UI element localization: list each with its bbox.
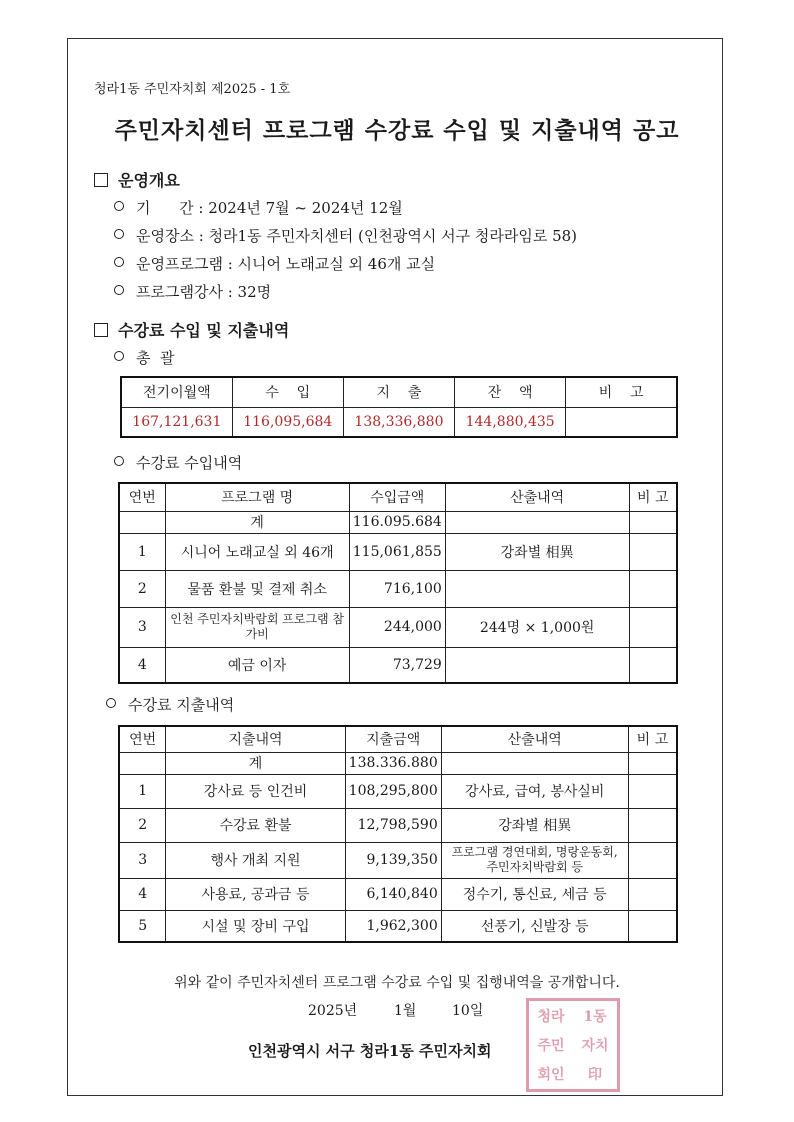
income-title: 수강료 수입내역 [114, 452, 242, 473]
document-number: 청라1동 주민자치회 제2025 - 1호 [94, 82, 291, 97]
table-row: 2 수강료 환불 12,798,590 강좌별 相異 [119, 808, 677, 842]
expense-header-cell: 지출금액 [345, 726, 441, 752]
overview-item-program: 운영프로그램 : 시니어 노래교실 외 46개 교실 [114, 253, 435, 274]
summary-header-cell: 지 출 [343, 377, 454, 407]
date-day: 10일 [452, 1003, 484, 1019]
table-row: 3 인천 주민자치박람회 프로그램 참가비 244,000 244명 × 1,000원 [119, 607, 677, 647]
overview-item-instructors: 프로그램강사 : 32명 [114, 281, 271, 302]
circle-bullet-icon [114, 285, 124, 295]
summary-header-cell: 전기이월액 [121, 377, 232, 407]
table-row: 1 시니어 노래교실 외 46개 115,061,855 강좌별 相異 [119, 533, 677, 570]
date-month: 1월 [394, 1003, 417, 1019]
official-seal: 청라 1동 주민 자치 회인 印 [526, 998, 620, 1092]
expense-header-cell: 지출내역 [166, 726, 345, 752]
expense-total-value: 138.336.880 [345, 752, 441, 774]
checkbox-square-icon [94, 173, 108, 187]
circle-bullet-icon [114, 351, 124, 361]
income-table [118, 482, 678, 684]
summary-value-row [121, 407, 677, 437]
table-row: 1 강사료 등 인건비 108,295,800 강사료, 급여, 봉사실비 [119, 774, 677, 808]
expense-total-label: 계 [166, 752, 345, 774]
summary-expense-value: 138,336,880 [343, 407, 454, 437]
disclosure-notice: 위와 같이 주민자치센터 프로그램 수강료 수입 및 집행내역을 공개합니다. [174, 975, 620, 991]
expense-header-cell: 비 고 [628, 726, 677, 752]
page-title: 주민자치센터 프로그램 수강료 수입 및 지출내역 공고 [114, 118, 680, 144]
table-row: 3 행사 개최 지원 9,139,350 프로그램 경연대회, 명랑운동회, 주민자치박람회 등 [119, 842, 677, 878]
checkbox-square-icon [94, 323, 108, 337]
table-row: 4 사용료, 공과금 등 6,140,840 정수기, 통신료, 세금 등 [119, 878, 677, 910]
summary-header-cell: 비 고 [566, 377, 677, 407]
summary-header-cell: 수 입 [232, 377, 343, 407]
summary-table [120, 376, 678, 438]
circle-bullet-icon [106, 698, 116, 708]
summary-title: 총 괄 [114, 347, 175, 368]
table-row: 2 물품 환불 및 결제 취소 716,100 [119, 570, 677, 607]
summary-balance-value: 144,880,435 [455, 407, 566, 437]
income-header-cell: 비 고 [629, 483, 677, 511]
expense-total-row [119, 752, 677, 774]
income-header-cell: 산출내역 [445, 483, 629, 511]
income-header-cell: 프로그램 명 [165, 483, 349, 511]
section-overview-heading: 운영개요 [94, 168, 180, 191]
expense-header-row [119, 726, 677, 752]
table-row: 5 시설 및 장비 구입 1,962,300 선풍기, 신발장 등 [119, 910, 677, 942]
expense-header-cell: 연번 [119, 726, 166, 752]
expense-table [118, 725, 678, 943]
summary-note-value [566, 407, 677, 437]
income-total-value: 116.095.684 [349, 511, 445, 533]
summary-carryover-value: 167,121,631 [121, 407, 232, 437]
circle-bullet-icon [114, 456, 124, 466]
income-header-cell: 수입금액 [349, 483, 445, 511]
expense-header-cell: 산출내역 [441, 726, 628, 752]
overview-item-location: 운영장소 : 청라1동 주민자치센터 (인천광역시 서구 청라라임로 58) [114, 225, 577, 246]
date-year: 2025년 [308, 1003, 358, 1019]
summary-income-value: 116,095,684 [232, 407, 343, 437]
circle-bullet-icon [114, 229, 124, 239]
circle-bullet-icon [114, 257, 124, 267]
summary-header-row [121, 377, 677, 407]
summary-header-cell: 잔 액 [455, 377, 566, 407]
income-header-row [119, 483, 677, 511]
section-finance-heading: 수강료 수입 및 지출내역 [94, 318, 289, 341]
income-total-label: 계 [165, 511, 349, 533]
circle-bullet-icon [114, 201, 124, 211]
table-row: 4 예금 이자 73,729 [119, 647, 677, 683]
signature-organization: 인천광역시 서구 청라1동 주민자치회 [248, 1042, 492, 1060]
income-total-row [119, 511, 677, 533]
income-header-cell: 연번 [119, 483, 165, 511]
expense-title: 수강료 지출내역 [106, 694, 234, 715]
overview-item-period: 기 간 : 2024년 7월 ~ 2024년 12월 [114, 197, 403, 218]
